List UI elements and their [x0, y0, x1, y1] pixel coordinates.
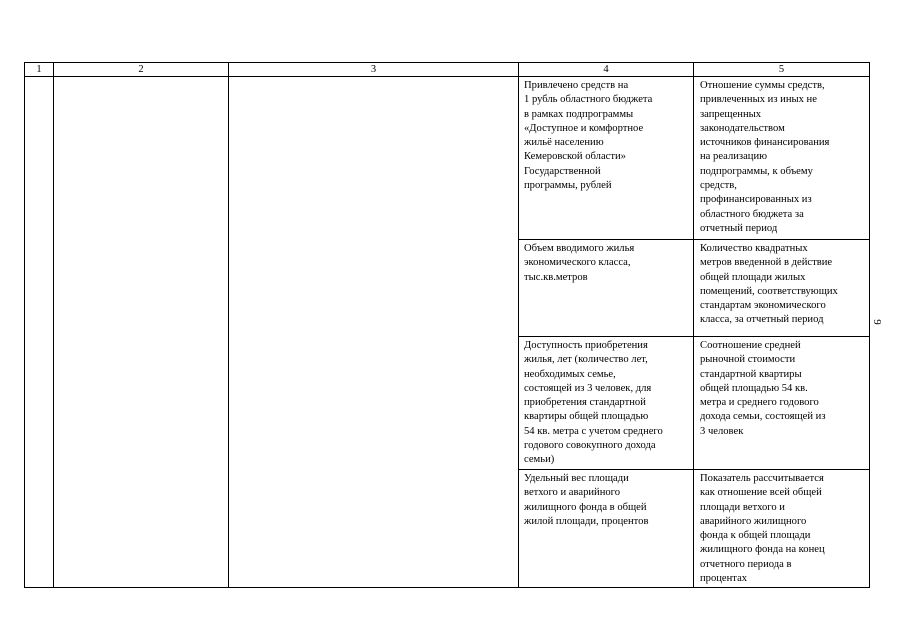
method-text: Отношение суммы средств, привлеченных из иных не запрещенных законодательством источников финансирования на реализацию подпрограммы, к объему средств, профинансированных из областного бюджета за отчетный период: [700, 80, 830, 234]
column-3-cell: [229, 77, 519, 588]
indicator-cell: [519, 77, 694, 240]
indicator-text: Доступность приобретения жилья, лет (количество лет, необходимых семье, состоящей из 3 человек, для приобретения стандартной квартиры общей площадью 54 кв. метра с учетом среднего годового совокупного дохода семьи): [524, 340, 663, 466]
indicator-text: Привлечено средств на 1 рубль областного бюджета в рамках подпрограммы «Доступное и комфортное жильё населению Кемеровской области» Государственной программы, рублей: [524, 80, 653, 192]
indicators-table: [24, 62, 870, 588]
method-text: Соотношение средней рыночной стоимости стандартной квартиры общей площадью 54 кв. метра и среднего годового дохода семьи, состоящей из 3 человек: [700, 340, 826, 437]
method-text: Показатель рассчитывается как отношение всей общей площади ветхого и аварийного жилищного фонда к общей площади жилищного фонда на конец отчетного периода в процентах: [700, 473, 825, 585]
indicator-cell: [519, 240, 694, 337]
column-header-5: 5: [694, 63, 870, 77]
column-header-3: 3: [229, 63, 519, 77]
column-header-4: 4: [519, 63, 694, 77]
method-cell: [694, 77, 870, 240]
indicator-cell: [519, 470, 694, 588]
method-text: Количество квадратных метров введенной в действие общей площади жилых помещений, соответствующих стандартам экономического класса, за отчетный период: [700, 243, 838, 326]
header-row: [25, 63, 870, 77]
page-number: 9: [870, 319, 883, 325]
indicator-cell: [519, 337, 694, 470]
method-cell: [694, 470, 870, 588]
indicator-text: Удельный вес площади ветхого и аварийного жилищного фонда в общей жилой площади, процентов: [524, 473, 649, 527]
table-row: [25, 77, 870, 240]
method-cell: [694, 337, 870, 470]
column-1-cell: [25, 77, 54, 588]
column-header-2: 2: [54, 63, 229, 77]
method-cell: [694, 240, 870, 337]
column-2-cell: [54, 77, 229, 588]
indicator-text: Объем вводимого жилья экономического класса, тыс.кв.метров: [524, 243, 635, 283]
column-header-1: 1: [25, 63, 54, 77]
